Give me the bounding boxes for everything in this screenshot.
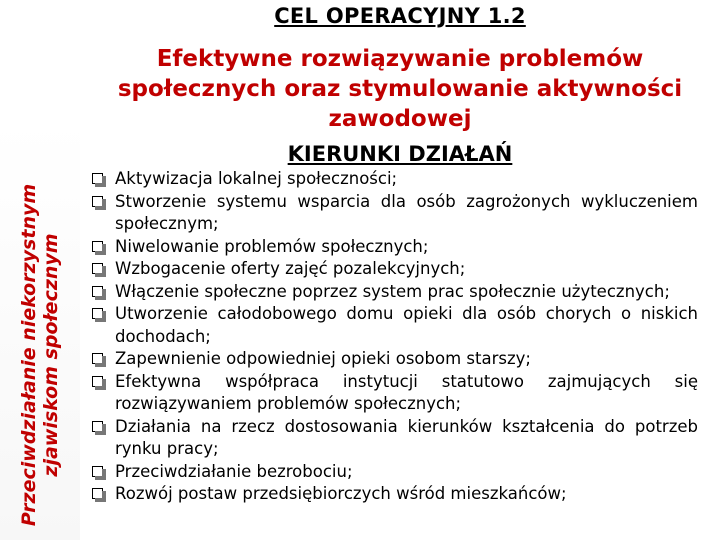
- list-item: [92, 371, 698, 416]
- subtitle-line-3: zawodowej: [328, 106, 472, 132]
- list-item: [92, 236, 698, 259]
- list-item-text: Utworzenie całodobowego domu opieki dla osób chorych o niskich dochodach;: [115, 304, 698, 346]
- checkbox-bullet-icon: [92, 488, 103, 499]
- list-item: [92, 461, 698, 484]
- checkbox-bullet-icon: [92, 466, 103, 477]
- checkbox-bullet-icon: [92, 263, 103, 274]
- checkbox-bullet-icon: [92, 421, 103, 432]
- checkbox-bullet-icon: [92, 196, 103, 207]
- checkbox-bullet-icon: [92, 286, 103, 297]
- list-item-text: Rozwój postaw przedsiębiorczych wśród mieszkańców;: [115, 484, 567, 503]
- list-item-text: Aktywizacja lokalnej społeczności;: [115, 169, 398, 188]
- list-item-text: Efektywna współpraca instytucji statutowo zajmujących się rozwiązywaniem problemów społecznych;: [115, 371, 698, 413]
- checkbox-bullet-icon: [92, 241, 103, 252]
- side-label: [18, 184, 62, 526]
- list-item-text: Włączenie społeczne poprzez system prac społecznie użytecznych;: [115, 281, 670, 301]
- list-item-text: Stworzenie systemu wsparcia dla osób zagrożonych wykluczeniem społecznym;: [115, 191, 698, 233]
- section-heading: KIERUNKI DZIAŁAŃ: [287, 142, 513, 166]
- side-label-line-2: zjawiskom społecznym: [40, 233, 62, 477]
- checkbox-bullet-icon: [92, 353, 103, 364]
- subtitle-line-2: społecznych oraz stymulowanie aktywności: [117, 76, 683, 102]
- list-item: [92, 416, 698, 461]
- list-item: [92, 281, 698, 304]
- list-item: [92, 168, 698, 191]
- page-title: CEL OPERACYJNY 1.2: [274, 4, 526, 28]
- checkbox-bullet-icon: [92, 308, 103, 319]
- list-item: [92, 258, 698, 281]
- subtitle: [100, 44, 700, 134]
- checkbox-bullet-icon: [92, 173, 103, 184]
- side-label-line-1: Przeciwdziałanie niekorzystnym: [18, 183, 40, 527]
- list-item-text: Przeciwdziałanie bezrobociu;: [115, 461, 353, 481]
- side-panel: [0, 0, 80, 540]
- list-item: [92, 348, 698, 371]
- list-item: [92, 483, 698, 506]
- list-item: [92, 303, 698, 348]
- list-item-text: Niwelowanie problemów społecznych;: [115, 236, 429, 256]
- action-list: [92, 168, 698, 506]
- list-item: [92, 191, 698, 236]
- list-item-text: Zapewnienie odpowiedniej opieki osobom starszy;: [115, 349, 531, 368]
- list-item-text: Działania na rzecz dostosowania kierunków kształcenia do potrzeb rynku pracy;: [115, 416, 698, 458]
- checkbox-bullet-icon: [92, 376, 103, 387]
- subtitle-line-1: Efektywne rozwiązywanie problemów: [156, 46, 644, 72]
- list-item-text: Wzbogacenie oferty zajęć pozalekcyjnych;: [115, 259, 466, 278]
